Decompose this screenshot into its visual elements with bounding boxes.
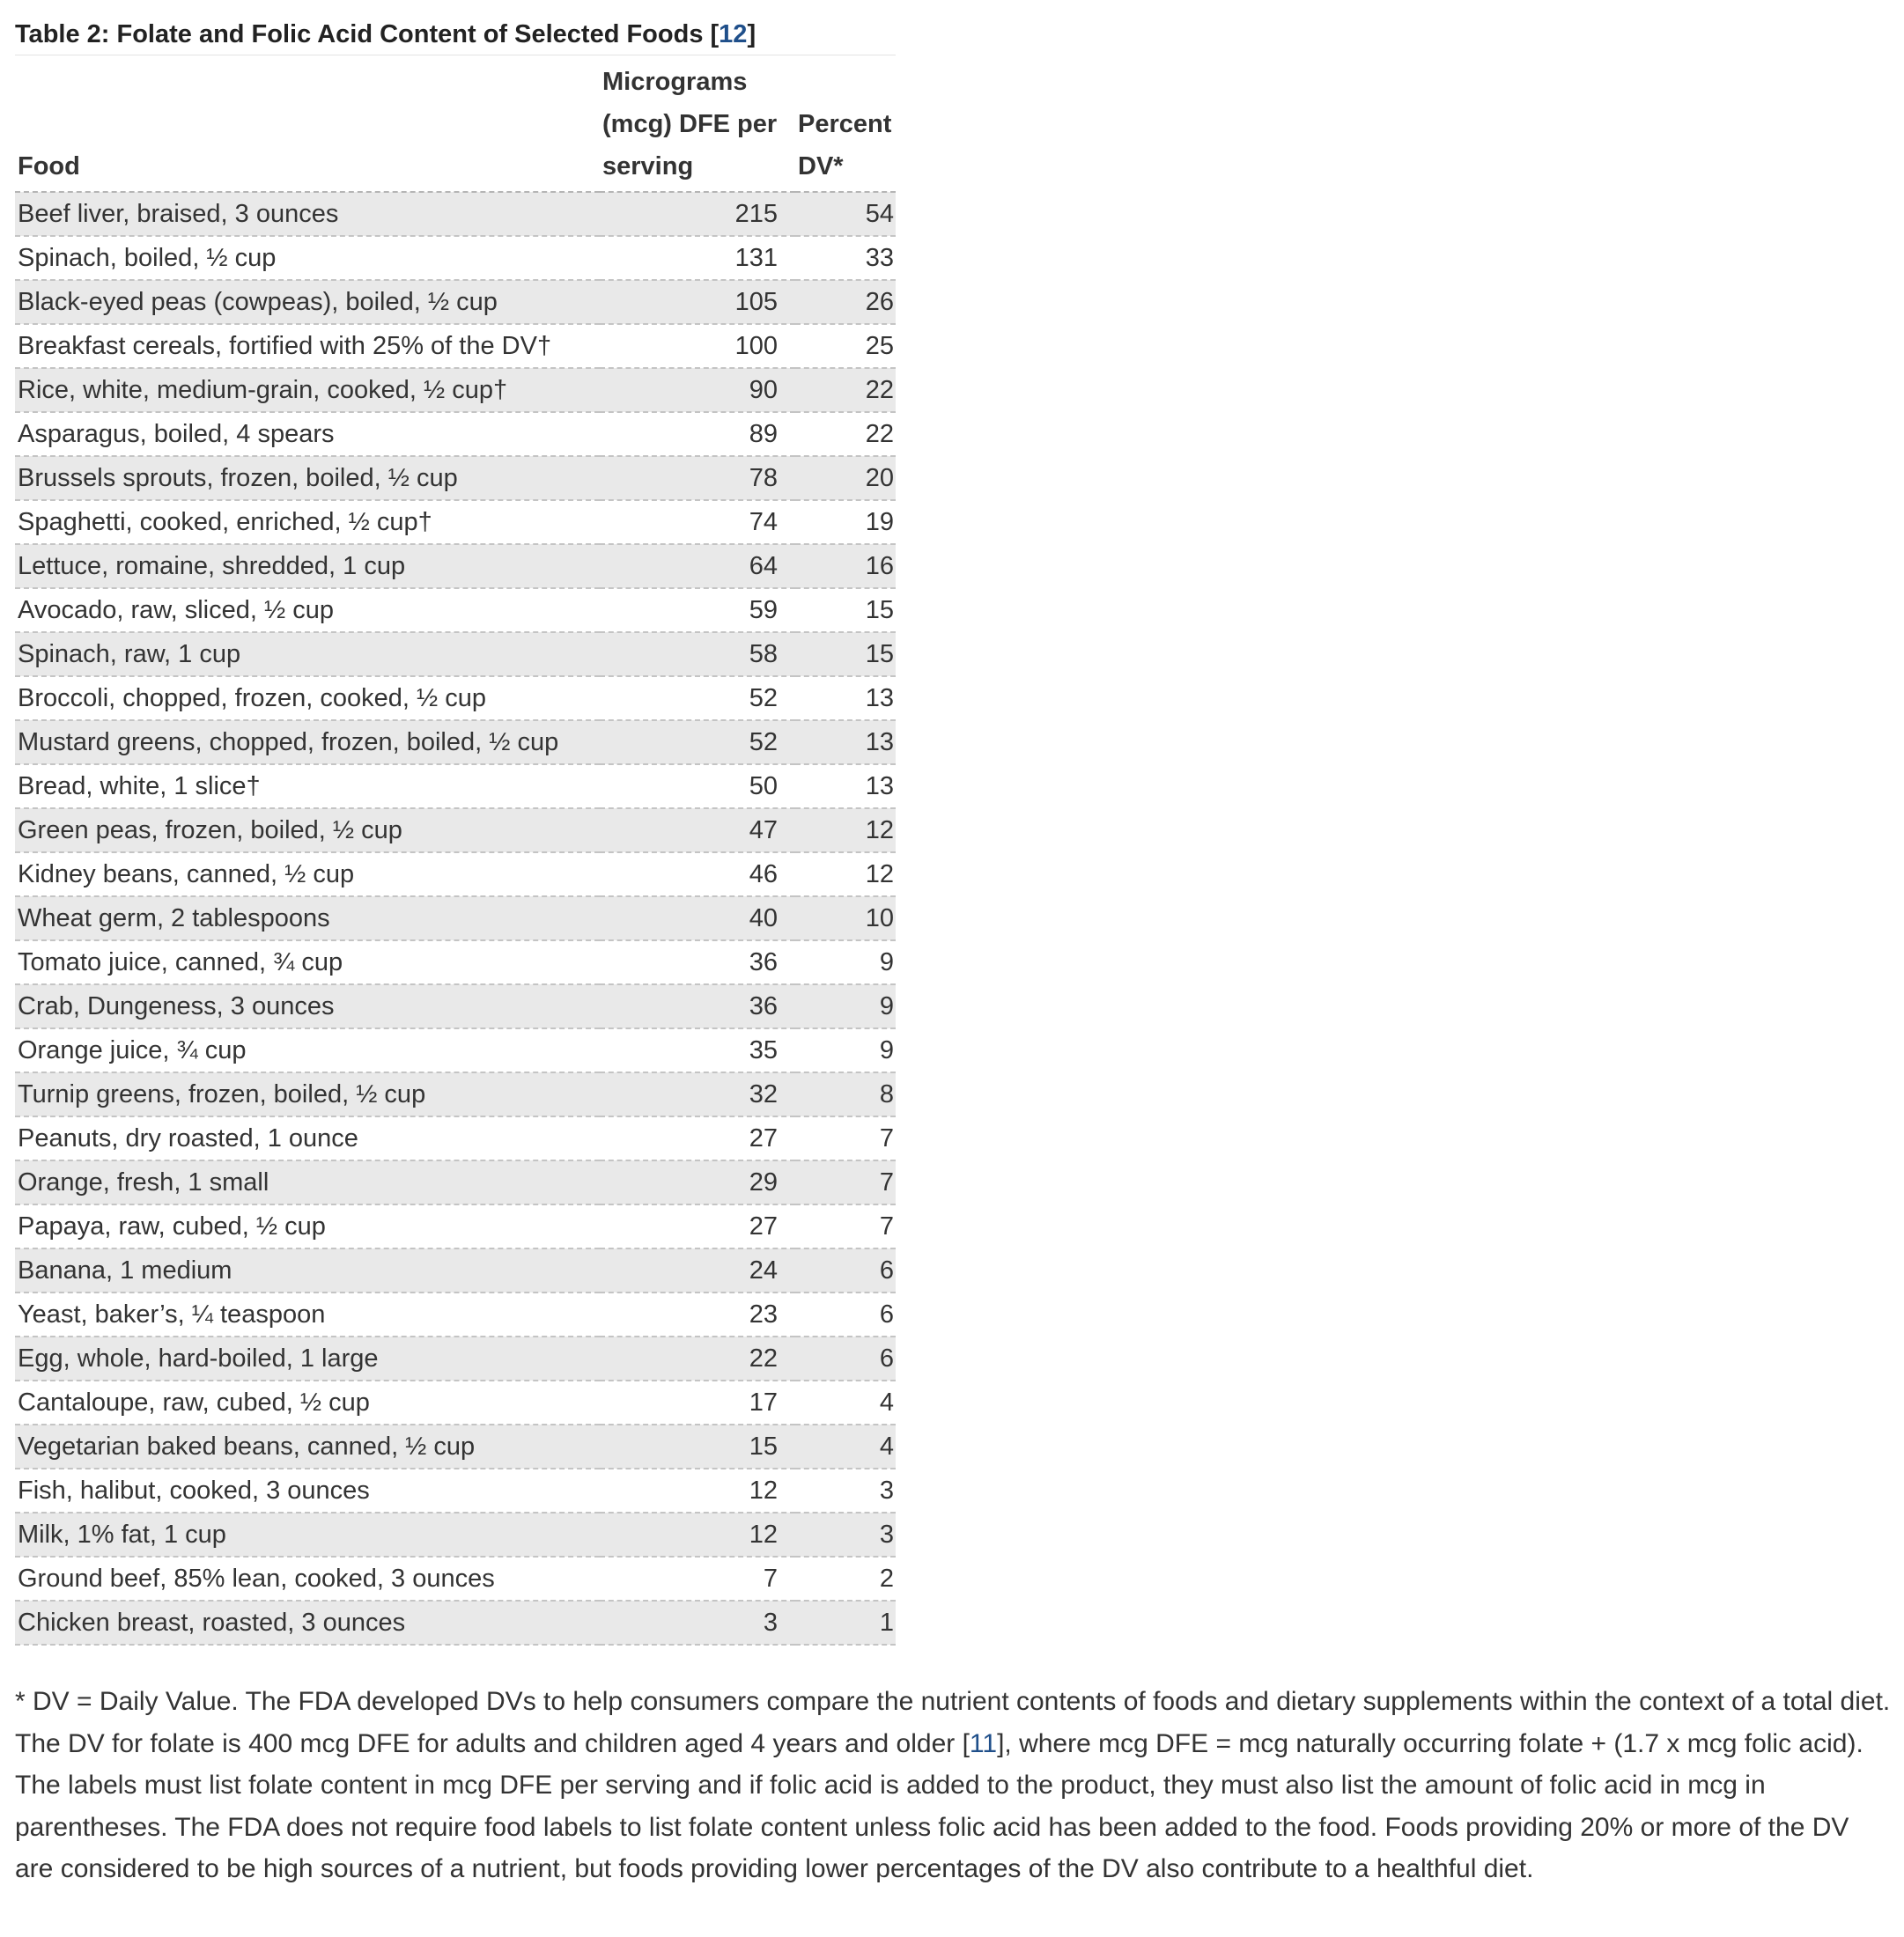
folate-table [15, 61, 896, 1646]
cell-food: Papaya, raw, cubed, ½ cup [15, 1204, 600, 1248]
table-row [15, 1028, 896, 1072]
cell-percent-dv: 4 [795, 1425, 896, 1469]
cell-percent-dv: 3 [795, 1469, 896, 1513]
cell-food: Kidney beans, canned, ½ cup [15, 852, 600, 896]
cell-percent-dv: 54 [795, 192, 896, 236]
cell-percent-dv: 15 [795, 632, 896, 676]
cell-food: Lettuce, romaine, shredded, 1 cup [15, 544, 600, 588]
table-row [15, 324, 896, 368]
cell-food: Crab, Dungeness, 3 ounces [15, 984, 600, 1028]
cell-food: Wheat germ, 2 tablespoons [15, 896, 600, 940]
cell-percent-dv: 19 [795, 500, 896, 544]
table-row [15, 852, 896, 896]
cell-food: Yeast, baker’s, ¼ teaspoon [15, 1293, 600, 1337]
table-row [15, 1381, 896, 1425]
cell-mcg-dfe: 23 [600, 1293, 795, 1337]
cell-food: Cantaloupe, raw, cubed, ½ cup [15, 1381, 600, 1425]
cell-percent-dv: 22 [795, 368, 896, 412]
cell-food: Breakfast cereals, fortified with 25% of the DV† [15, 324, 600, 368]
footnote-text-continued: ], where mcg DFE = mcg naturally occurring folate + (1.7 x mcg folic acid). The labels must list folate content in mcg DFE per serving and if folic acid is added to the product, they must also list the amount of folic acid in mcg in parentheses. The FDA does not require food labels to list folate content unless folic acid has been added to the food. Foods providing 20% or more of the DV are considered to be high sources of a nutrient, but foods providing lower percentages of the DV also contribute to a healthful diet. [15, 1728, 1863, 1883]
cell-mcg-dfe: 74 [600, 500, 795, 544]
table-row [15, 1204, 896, 1248]
table-row [15, 984, 896, 1028]
table-row [15, 192, 896, 236]
table-caption [15, 16, 896, 55]
cell-food: Spinach, boiled, ½ cup [15, 236, 600, 280]
cell-mcg-dfe: 47 [600, 808, 795, 852]
cell-percent-dv: 9 [795, 1028, 896, 1072]
cell-mcg-dfe: 24 [600, 1248, 795, 1293]
cell-food: Peanuts, dry roasted, 1 ounce [15, 1116, 600, 1160]
table-row [15, 412, 896, 456]
cell-mcg-dfe: 12 [600, 1513, 795, 1557]
cell-mcg-dfe: 58 [600, 632, 795, 676]
cell-mcg-dfe: 15 [600, 1425, 795, 1469]
cell-percent-dv: 13 [795, 676, 896, 720]
cell-mcg-dfe: 78 [600, 456, 795, 500]
cell-percent-dv: 20 [795, 456, 896, 500]
cell-food: Beef liver, braised, 3 ounces [15, 192, 600, 236]
table-row [15, 456, 896, 500]
table-row [15, 1116, 896, 1160]
cell-food: Black-eyed peas (cowpeas), boiled, ½ cup [15, 280, 600, 324]
cell-percent-dv: 12 [795, 852, 896, 896]
cell-mcg-dfe: 32 [600, 1072, 795, 1116]
table-body [15, 192, 896, 1645]
table-row [15, 940, 896, 984]
cell-mcg-dfe: 131 [600, 236, 795, 280]
cell-percent-dv: 6 [795, 1337, 896, 1381]
table-row [15, 1293, 896, 1337]
header-food: Food [15, 61, 600, 192]
caption-text: Table 2: Folate and Folic Acid Content of Selected Foods [ [15, 20, 720, 48]
footnote-text: * DV = Daily Value. The FDA developed DVs to help consumers compare the nutrient contents of foods and dietary supplements within the context of a total diet. The DV for folate is 400 mcg DFE for adults and children aged 4 years and older [ [15, 1687, 1891, 1758]
table-row [15, 1601, 896, 1645]
cell-food: Egg, whole, hard-boiled, 1 large [15, 1337, 600, 1381]
cell-mcg-dfe: 40 [600, 896, 795, 940]
table-row [15, 1557, 896, 1601]
cell-food: Mustard greens, chopped, frozen, boiled, ½ cup [15, 720, 600, 764]
table-row [15, 1425, 896, 1469]
document-page [15, 16, 1891, 1917]
table-row [15, 1469, 896, 1513]
cell-percent-dv: 7 [795, 1160, 896, 1204]
table-row [15, 1337, 896, 1381]
cell-food: Vegetarian baked beans, canned, ½ cup [15, 1425, 600, 1469]
cell-food: Asparagus, boiled, 4 spears [15, 412, 600, 456]
cell-percent-dv: 25 [795, 324, 896, 368]
cell-percent-dv: 1 [795, 1601, 896, 1645]
cell-food: Green peas, frozen, boiled, ½ cup [15, 808, 600, 852]
cell-mcg-dfe: 46 [600, 852, 795, 896]
table-row [15, 368, 896, 412]
cell-food: Orange juice, ¾ cup [15, 1028, 600, 1072]
header-row [15, 61, 896, 192]
table-row [15, 544, 896, 588]
cell-food: Rice, white, medium-grain, cooked, ½ cup† [15, 368, 600, 412]
cell-percent-dv: 7 [795, 1116, 896, 1160]
cell-mcg-dfe: 89 [600, 412, 795, 456]
cell-food: Chicken breast, roasted, 3 ounces [15, 1601, 600, 1645]
cell-percent-dv: 13 [795, 764, 896, 808]
cell-percent-dv: 10 [795, 896, 896, 940]
cell-percent-dv: 6 [795, 1248, 896, 1293]
table-row [15, 676, 896, 720]
cell-food: Orange, fresh, 1 small [15, 1160, 600, 1204]
cell-mcg-dfe: 50 [600, 764, 795, 808]
cell-food: Spaghetti, cooked, enriched, ½ cup† [15, 500, 600, 544]
cell-food: Tomato juice, canned, ¾ cup [15, 940, 600, 984]
cell-mcg-dfe: 59 [600, 588, 795, 632]
cell-percent-dv: 15 [795, 588, 896, 632]
cell-percent-dv: 3 [795, 1513, 896, 1557]
table-footnote [15, 1681, 1891, 1890]
cell-mcg-dfe: 36 [600, 940, 795, 984]
header-mcg-dfe: Micrograms (mcg) DFE per serving [600, 61, 795, 192]
table-row [15, 1513, 896, 1557]
cell-percent-dv: 33 [795, 236, 896, 280]
table-row [15, 280, 896, 324]
cell-mcg-dfe: 52 [600, 676, 795, 720]
table-row [15, 588, 896, 632]
header-percent-dv: Percent DV* [795, 61, 896, 192]
table-row [15, 808, 896, 852]
cell-food: Spinach, raw, 1 cup [15, 632, 600, 676]
table-row [15, 764, 896, 808]
cell-food: Banana, 1 medium [15, 1248, 600, 1293]
cell-mcg-dfe: 29 [600, 1160, 795, 1204]
cell-percent-dv: 26 [795, 280, 896, 324]
cell-food: Fish, halibut, cooked, 3 ounces [15, 1469, 600, 1513]
cell-mcg-dfe: 17 [600, 1381, 795, 1425]
cell-food: Brussels sprouts, frozen, boiled, ½ cup [15, 456, 600, 500]
table-row [15, 632, 896, 676]
cell-food: Turnip greens, frozen, boiled, ½ cup [15, 1072, 600, 1116]
cell-mcg-dfe: 3 [600, 1601, 795, 1645]
cell-mcg-dfe: 52 [600, 720, 795, 764]
cell-mcg-dfe: 100 [600, 324, 795, 368]
cell-food: Avocado, raw, sliced, ½ cup [15, 588, 600, 632]
cell-mcg-dfe: 27 [600, 1116, 795, 1160]
cell-mcg-dfe: 90 [600, 368, 795, 412]
cell-mcg-dfe: 22 [600, 1337, 795, 1381]
cell-percent-dv: 12 [795, 808, 896, 852]
cell-food: Bread, white, 1 slice† [15, 764, 600, 808]
cell-mcg-dfe: 64 [600, 544, 795, 588]
table-row [15, 1072, 896, 1116]
cell-percent-dv: 2 [795, 1557, 896, 1601]
cell-mcg-dfe: 105 [600, 280, 795, 324]
cell-food: Broccoli, chopped, frozen, cooked, ½ cup [15, 676, 600, 720]
cell-percent-dv: 13 [795, 720, 896, 764]
cell-percent-dv: 4 [795, 1381, 896, 1425]
caption-reference-link[interactable]: 12 [719, 20, 748, 48]
cell-mcg-dfe: 36 [600, 984, 795, 1028]
table-row [15, 500, 896, 544]
cell-mcg-dfe: 215 [600, 192, 795, 236]
table-row [15, 236, 896, 280]
footnote-reference-link[interactable]: 11 [969, 1728, 998, 1758]
table-row [15, 720, 896, 764]
caption-text-end: ] [747, 20, 756, 48]
cell-percent-dv: 16 [795, 544, 896, 588]
cell-food: Ground beef, 85% lean, cooked, 3 ounces [15, 1557, 600, 1601]
cell-percent-dv: 7 [795, 1204, 896, 1248]
cell-mcg-dfe: 7 [600, 1557, 795, 1601]
cell-percent-dv: 22 [795, 412, 896, 456]
cell-mcg-dfe: 12 [600, 1469, 795, 1513]
table-row [15, 1248, 896, 1293]
cell-percent-dv: 9 [795, 940, 896, 984]
cell-food: Milk, 1% fat, 1 cup [15, 1513, 600, 1557]
table-header [15, 61, 896, 192]
cell-mcg-dfe: 27 [600, 1204, 795, 1248]
cell-mcg-dfe: 35 [600, 1028, 795, 1072]
table-row [15, 896, 896, 940]
cell-percent-dv: 6 [795, 1293, 896, 1337]
cell-percent-dv: 8 [795, 1072, 896, 1116]
table-row [15, 1160, 896, 1204]
cell-percent-dv: 9 [795, 984, 896, 1028]
